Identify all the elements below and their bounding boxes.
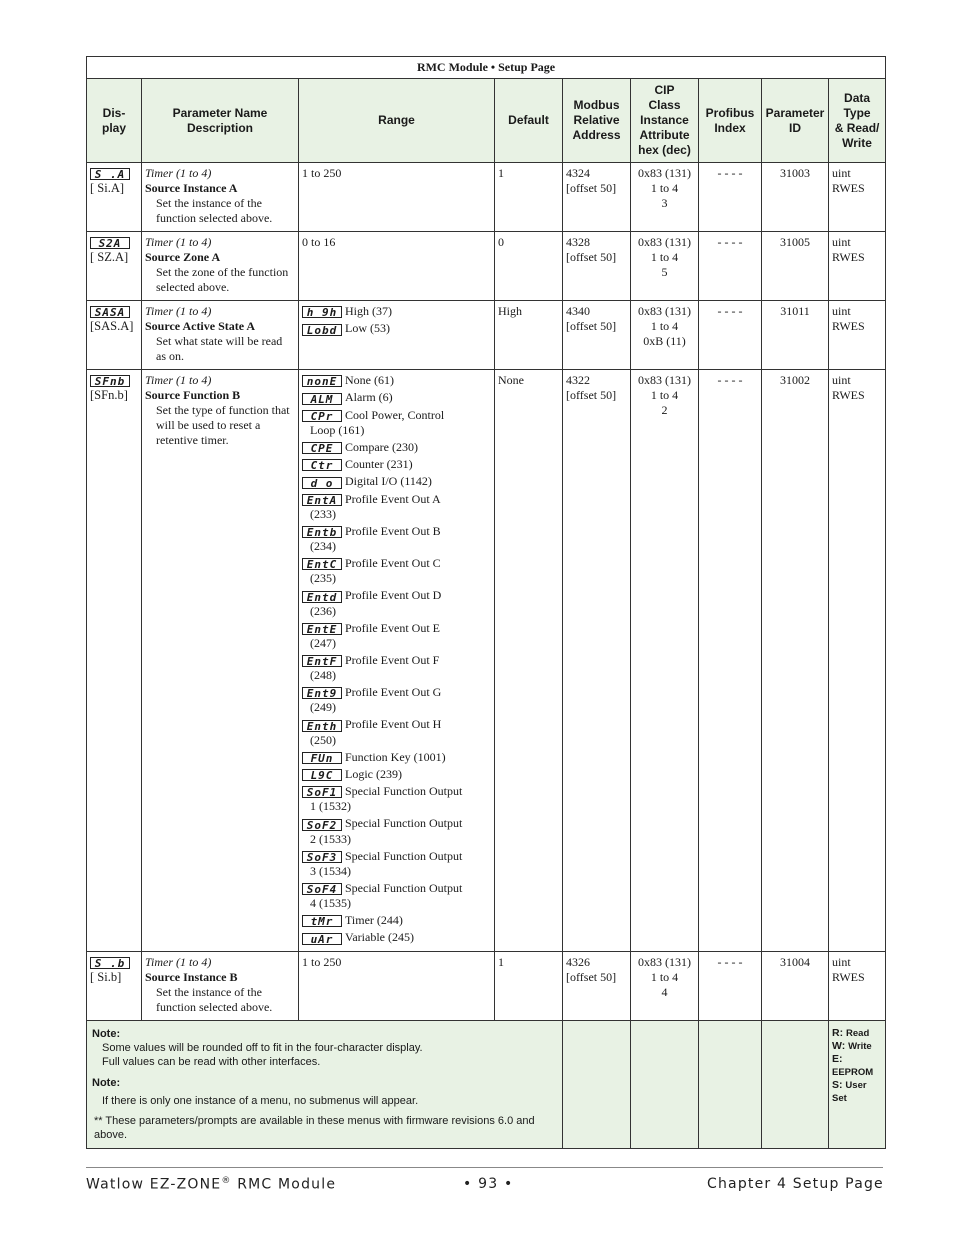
option-label: Profile Event Out A bbox=[345, 491, 441, 506]
lcd-prompt: SFnb bbox=[90, 375, 130, 387]
modbus-offset: [offset 50] bbox=[566, 181, 617, 195]
modbus-offset: [offset 50] bbox=[566, 969, 617, 984]
rw-legend bbox=[829, 1020, 886, 1148]
notes-spacer bbox=[699, 1020, 762, 1148]
parameter-name: Source Zone A bbox=[145, 250, 221, 264]
parameter-description: Set what state will be read as on. bbox=[156, 334, 283, 363]
parameter-group: Timer (1 to 4) bbox=[145, 235, 212, 249]
option-label: Special Function Output bbox=[345, 784, 463, 798]
option-label: Profile Event Out F bbox=[345, 652, 440, 667]
range-option bbox=[302, 588, 491, 618]
option-label-cont: Loop (161) bbox=[310, 422, 365, 437]
cip-cell bbox=[631, 301, 699, 370]
lcd-option: Enth bbox=[302, 720, 342, 732]
option-label: High (37) bbox=[345, 304, 392, 318]
data-type: uint bbox=[832, 954, 851, 969]
read-write: RWES bbox=[832, 181, 865, 195]
lcd-option: Entd bbox=[302, 591, 342, 603]
modbus-cell bbox=[563, 951, 631, 1020]
data-type: uint bbox=[832, 235, 851, 249]
notes-cell bbox=[87, 1020, 563, 1148]
option-label-cont: (247) bbox=[310, 635, 336, 650]
cip-attribute: 0xB (11) bbox=[643, 334, 686, 348]
parameter-group: Timer (1 to 4) bbox=[145, 166, 212, 180]
modbus-address: 4324 bbox=[566, 166, 590, 180]
parameter-id-cell: 31004 bbox=[762, 951, 829, 1020]
lcd-option: tMr bbox=[302, 915, 342, 927]
profibus-cell: - - - - bbox=[699, 951, 762, 1020]
option-label: Counter (231) bbox=[345, 457, 413, 471]
lcd-option: uAr bbox=[302, 933, 342, 945]
lcd-option: CPr bbox=[302, 410, 342, 422]
lcd-option: nonE bbox=[302, 375, 342, 387]
display-cell bbox=[87, 163, 142, 232]
data-type-cell bbox=[829, 370, 886, 952]
parameter-group: Timer (1 to 4) bbox=[145, 373, 212, 387]
lcd-option: EntA bbox=[302, 494, 342, 506]
cip-class: 0x83 (131) bbox=[638, 235, 691, 249]
option-label: Low (53) bbox=[345, 321, 390, 336]
prompt-code: [ SZ.A] bbox=[90, 250, 129, 265]
table-row bbox=[87, 163, 886, 232]
range-option bbox=[302, 408, 491, 438]
legend-value: EEPROM bbox=[832, 1066, 874, 1078]
range-option bbox=[302, 717, 491, 747]
parameter-name: Source Active State A bbox=[145, 319, 256, 333]
range-option bbox=[302, 784, 491, 814]
lcd-option: Lobd bbox=[302, 324, 342, 336]
range-option bbox=[302, 767, 491, 782]
range-option bbox=[302, 849, 491, 879]
table-row bbox=[87, 370, 886, 952]
cip-class: 0x83 (131) bbox=[638, 304, 691, 318]
table-title: RMC Module • Setup Page bbox=[87, 57, 886, 79]
cip-instance: 1 to 4 bbox=[650, 388, 679, 402]
legend-item bbox=[832, 1027, 882, 1040]
cip-attribute: 5 bbox=[661, 265, 668, 279]
lcd-option: EntE bbox=[302, 623, 342, 635]
prompt-code: [ Si.A] bbox=[90, 181, 125, 196]
default-cell: 0 bbox=[495, 232, 563, 301]
parameter-group: Timer (1 to 4) bbox=[145, 954, 212, 969]
cip-attribute: 3 bbox=[661, 196, 668, 210]
header-profibus: Profibus Index bbox=[699, 79, 762, 163]
range-option bbox=[302, 930, 491, 945]
default-cell: 1 bbox=[495, 163, 563, 232]
chapter-label: Chapter 4 Setup Page bbox=[707, 1176, 884, 1192]
range-value: 1 to 250 bbox=[302, 954, 342, 969]
range-option bbox=[302, 474, 491, 489]
page-number: • 93 • bbox=[463, 1176, 514, 1192]
modbus-address: 4322 bbox=[566, 373, 590, 387]
legend-key: W: bbox=[832, 1039, 846, 1052]
data-type-cell bbox=[829, 232, 886, 301]
lcd-option: Ctr bbox=[302, 459, 342, 471]
parameter-id-cell: 31002 bbox=[762, 370, 829, 952]
header-default: Default bbox=[495, 79, 563, 163]
legend-value: User Set bbox=[832, 1079, 867, 1104]
read-write: RWES bbox=[832, 969, 865, 984]
range-option bbox=[302, 750, 491, 765]
lcd-option: CPE bbox=[302, 442, 342, 454]
option-label-cont: 4 (1535) bbox=[310, 896, 351, 910]
cip-cell bbox=[631, 163, 699, 232]
display-cell bbox=[87, 370, 142, 952]
modbus-cell bbox=[563, 163, 631, 232]
footer-brand bbox=[86, 1176, 336, 1193]
legend-key: R: bbox=[832, 1026, 844, 1039]
table-row bbox=[87, 951, 886, 1020]
cip-attribute: 4 bbox=[661, 984, 668, 999]
range-option bbox=[302, 816, 491, 846]
parameter-description: Set the instance of the function selected above. bbox=[156, 984, 273, 1014]
option-label-cont: 2 (1533) bbox=[310, 831, 351, 846]
range-option bbox=[302, 881, 491, 911]
option-label-cont: (235) bbox=[310, 571, 336, 586]
modbus-address: 4340 bbox=[566, 304, 590, 318]
notes-spacer bbox=[762, 1020, 829, 1148]
read-write: RWES bbox=[832, 250, 865, 264]
header-display: Dis- play bbox=[87, 79, 142, 163]
legend-item bbox=[832, 1079, 882, 1105]
range-option bbox=[302, 524, 491, 554]
cip-instance: 1 to 4 bbox=[650, 250, 679, 264]
option-label: Profile Event Out B bbox=[345, 523, 441, 538]
range-option bbox=[302, 685, 491, 715]
option-label: Profile Event Out H bbox=[345, 717, 442, 732]
read-write: RWES bbox=[832, 319, 865, 333]
header-range: Range bbox=[299, 79, 495, 163]
lcd-option: L9C bbox=[302, 769, 342, 781]
range-option bbox=[302, 373, 491, 388]
option-label: Digital I/O (1142) bbox=[345, 474, 432, 489]
range-option bbox=[302, 440, 491, 455]
option-label: Alarm (6) bbox=[345, 390, 393, 405]
modbus-offset: [offset 50] bbox=[566, 388, 617, 402]
option-label: Profile Event Out C bbox=[345, 556, 441, 570]
option-label-cont: (248) bbox=[310, 668, 336, 682]
data-type: uint bbox=[832, 166, 851, 180]
cip-cell bbox=[631, 232, 699, 301]
lcd-option: SoF1 bbox=[302, 786, 342, 798]
legend-item bbox=[832, 1040, 882, 1053]
parameter-table bbox=[86, 56, 886, 1149]
option-label: Profile Event Out G bbox=[345, 685, 442, 699]
header-data-type: Data Type & Read/ Write bbox=[829, 79, 886, 163]
lcd-option: Ent9 bbox=[302, 687, 342, 699]
prompt-code: [SFn.b] bbox=[90, 388, 128, 403]
modbus-address: 4326 bbox=[566, 954, 590, 969]
range-option bbox=[302, 492, 491, 522]
table-row bbox=[87, 301, 886, 370]
cip-class: 0x83 (131) bbox=[638, 373, 691, 387]
range-option bbox=[302, 913, 491, 928]
range-cell bbox=[299, 232, 495, 301]
lcd-prompt: SASA bbox=[90, 306, 130, 318]
lcd-option: Entb bbox=[302, 526, 342, 538]
lcd-option: d o bbox=[302, 477, 342, 489]
modbus-cell bbox=[563, 370, 631, 952]
lcd-prompt: S2A bbox=[90, 237, 130, 249]
default-cell: None bbox=[495, 370, 563, 952]
lcd-option: SoF3 bbox=[302, 851, 342, 863]
option-label: Logic (239) bbox=[345, 766, 402, 781]
range-option bbox=[302, 653, 491, 683]
data-type: uint bbox=[832, 373, 851, 387]
lcd-option: EntF bbox=[302, 655, 342, 667]
lcd-prompt: S .A bbox=[90, 168, 130, 180]
legend-key: S: bbox=[832, 1078, 843, 1091]
modbus-cell bbox=[563, 301, 631, 370]
lcd-option: ALM bbox=[302, 393, 342, 405]
prompt-code: [ Si.b] bbox=[90, 969, 122, 984]
display-cell bbox=[87, 951, 142, 1020]
lcd-option: SoF4 bbox=[302, 883, 342, 895]
data-type-cell bbox=[829, 163, 886, 232]
profibus-cell: - - - - bbox=[699, 301, 762, 370]
option-label-cont: (249) bbox=[310, 700, 336, 715]
note-heading: Note: bbox=[92, 1076, 121, 1089]
modbus-offset: [offset 50] bbox=[566, 319, 617, 333]
modbus-offset: [offset 50] bbox=[566, 250, 617, 264]
range-value: 1 to 250 bbox=[302, 166, 342, 180]
parameter-description: Set the zone of the function selected above. bbox=[156, 265, 289, 294]
notes-spacer bbox=[563, 1020, 631, 1148]
data-type-cell bbox=[829, 951, 886, 1020]
profibus-cell: - - - - bbox=[699, 232, 762, 301]
range-cell bbox=[299, 951, 495, 1020]
header-cip: CIP Class Instance Attribute hex (dec) bbox=[631, 79, 699, 163]
footer-brand-name: Watlow EZ-ZONE bbox=[86, 1176, 222, 1193]
option-label: Cool Power, Control bbox=[345, 407, 445, 422]
parameter-id-cell: 31011 bbox=[762, 301, 829, 370]
option-label: Special Function Output bbox=[345, 880, 463, 895]
parameter-name: Source Instance A bbox=[145, 181, 238, 195]
display-cell bbox=[87, 232, 142, 301]
footer-divider bbox=[86, 1167, 883, 1168]
header-param-id: Parameter ID bbox=[762, 79, 829, 163]
default-cell: High bbox=[495, 301, 563, 370]
option-label: Special Function Output bbox=[345, 816, 463, 831]
profibus-cell: - - - - bbox=[699, 163, 762, 232]
legend-item bbox=[832, 1053, 882, 1079]
cip-class: 0x83 (131) bbox=[638, 954, 691, 969]
range-option bbox=[302, 321, 491, 336]
lcd-option: EntC bbox=[302, 558, 342, 570]
cip-instance: 1 to 4 bbox=[650, 319, 679, 333]
notes-spacer bbox=[631, 1020, 699, 1148]
header-name: Parameter Name Description bbox=[142, 79, 299, 163]
name-cell bbox=[142, 301, 299, 370]
parameter-description: Set the type of function that will be used to reset a retentive timer. bbox=[156, 403, 290, 447]
data-type-cell bbox=[829, 301, 886, 370]
lcd-prompt: S .b bbox=[90, 957, 130, 969]
legend-value: Write bbox=[848, 1040, 872, 1052]
registered-mark: ® bbox=[221, 1176, 232, 1186]
option-label-cont: (250) bbox=[310, 732, 336, 747]
parameter-group: Timer (1 to 4) bbox=[145, 304, 212, 318]
parameter-name: Source Function B bbox=[145, 388, 241, 402]
display-cell bbox=[87, 301, 142, 370]
cip-cell bbox=[631, 951, 699, 1020]
note-text: Some values will be rounded off to fit in the four-character display. bbox=[102, 1041, 423, 1054]
option-label: Profile Event Out D bbox=[345, 588, 442, 603]
cip-class: 0x83 (131) bbox=[638, 166, 691, 180]
option-label-cont: (236) bbox=[310, 603, 336, 618]
lcd-option: h 9h bbox=[302, 306, 342, 318]
legend-key: E: bbox=[832, 1052, 843, 1065]
header-row bbox=[87, 79, 886, 163]
default-cell: 1 bbox=[495, 951, 563, 1020]
legend-value: Read bbox=[846, 1027, 870, 1039]
cip-attribute: 2 bbox=[661, 403, 668, 417]
header-modbus: Modbus Relative Address bbox=[563, 79, 631, 163]
parameter-id-cell: 31005 bbox=[762, 232, 829, 301]
cip-cell bbox=[631, 370, 699, 952]
footer-product: RMC Module bbox=[231, 1176, 337, 1193]
range-option bbox=[302, 390, 491, 405]
cip-instance: 1 to 4 bbox=[650, 969, 679, 984]
firmware-note: ** These parameters/prompts are available in these menus with firmware revisions 6.0 and above. bbox=[94, 1114, 535, 1141]
range-option bbox=[302, 457, 491, 472]
option-label-cont: (233) bbox=[310, 506, 336, 521]
range-cell bbox=[299, 163, 495, 232]
modbus-cell bbox=[563, 232, 631, 301]
cip-instance: 1 to 4 bbox=[650, 181, 679, 195]
option-label: Function Key (1001) bbox=[345, 749, 446, 764]
parameter-id-cell: 31003 bbox=[762, 163, 829, 232]
range-value: 0 to 16 bbox=[302, 235, 336, 249]
option-label: Special Function Output bbox=[345, 848, 463, 863]
notes-row bbox=[87, 1020, 886, 1148]
parameter-description: Set the instance of the function selected above. bbox=[156, 196, 273, 225]
option-label: Compare (230) bbox=[345, 439, 418, 454]
note-text: If there is only one instance of a menu, no submenus will appear. bbox=[102, 1094, 419, 1107]
read-write: RWES bbox=[832, 388, 865, 402]
name-cell bbox=[142, 232, 299, 301]
data-type: uint bbox=[832, 304, 851, 318]
range-option bbox=[302, 304, 491, 319]
modbus-address: 4328 bbox=[566, 235, 590, 249]
option-label-cont: 3 (1534) bbox=[310, 863, 351, 878]
option-label: Variable (245) bbox=[345, 930, 414, 945]
option-label-cont: (234) bbox=[310, 539, 336, 553]
range-option bbox=[302, 556, 491, 586]
parameter-name: Source Instance B bbox=[145, 969, 238, 984]
option-label: Profile Event Out E bbox=[345, 620, 440, 635]
lcd-option: FUn bbox=[302, 752, 342, 764]
table-row bbox=[87, 232, 886, 301]
range-cell bbox=[299, 301, 495, 370]
note-text: Full values can be read with other interfaces. bbox=[102, 1055, 321, 1068]
name-cell bbox=[142, 163, 299, 232]
range-option bbox=[302, 621, 491, 651]
option-label: None (61) bbox=[345, 373, 394, 387]
lcd-option: SoF2 bbox=[302, 819, 342, 831]
note-heading: Note: bbox=[92, 1027, 121, 1040]
option-label-cont: 1 (1532) bbox=[310, 799, 351, 814]
name-cell bbox=[142, 951, 299, 1020]
prompt-code: [SAS.A] bbox=[90, 319, 134, 334]
name-cell bbox=[142, 370, 299, 952]
profibus-cell: - - - - bbox=[699, 370, 762, 952]
option-label: Timer (244) bbox=[345, 913, 403, 927]
range-cell bbox=[299, 370, 495, 952]
table-body bbox=[87, 163, 886, 1021]
